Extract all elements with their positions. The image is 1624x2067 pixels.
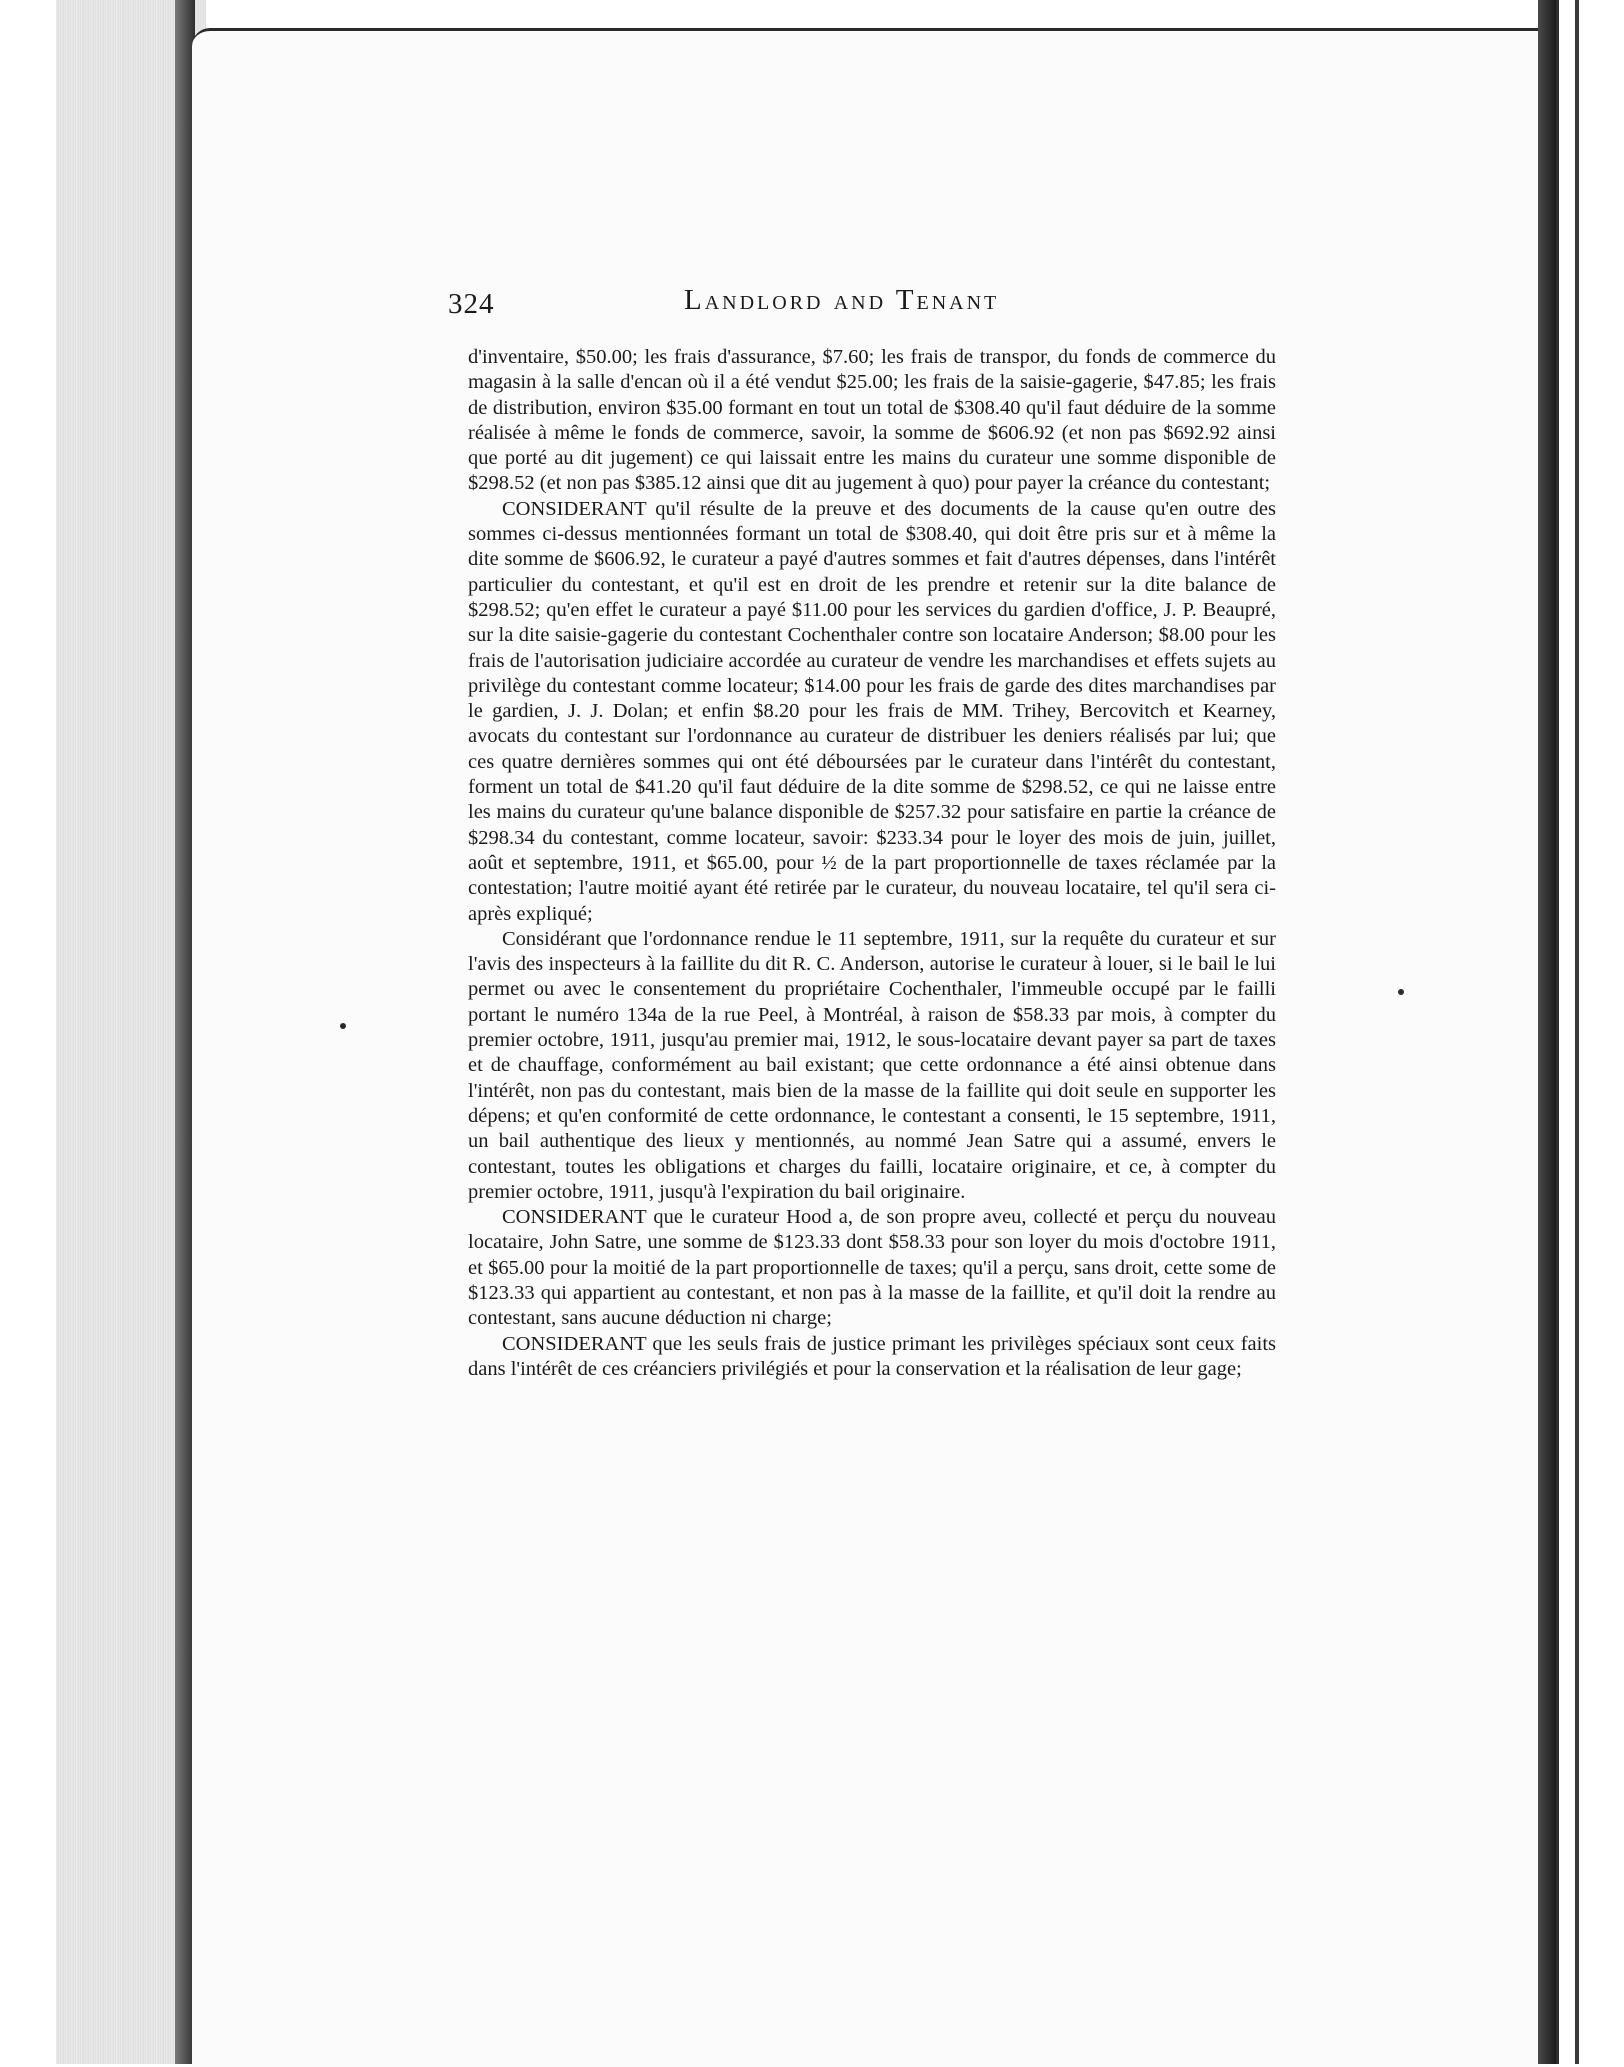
paragraph: CONSIDERANT qu'il résulte de la preuve et des documents de la cause qu'en outre des sommes ci-dessus mentionnées formant un total de $308.40, qui doit être pris sur et à même la dite somme de $606.92, le curateur a payé d'autres sommes et fait d'autres dépenses, dans l'intérêt particulier du contestant, et qu'il est en droit de les prendre et retenir sur la dite balance de $298.52; qu'en effet le curateur a payé $11.00 pour les services du gardien d'office, J. P. Beaupré, sur la dite saisie-gagerie du contestant Cochenthaler contre son locataire Anderson; $8.00 pour les frais de l'autorisation judiciaire accordée au curateur de vendre les marchandises et effets sujets au privilège du contestant comme locateur; $14.00 pour les frais de garde des dites marchandises par le gardien, J. J. Dolan; et enfin $8.20 pour les frais de MM. Trihey, Bercovitch et Kearney, avocats du contestant sur l'ordonnance au curateur de distribuer les deniers réalisés par lui; que ces quatre dernières sommes qui ont été déboursées par le curateur dans l'intérêt du contestant, forment un total de $41.20 qu'il faut déduire de la dite somme de $298.52, ce qui ne laisse entre les mains du curateur qu'une balance disponible de $257.32 pour satisfaire en partie la créance de $298.34 du contestant, comme locateur, savoir: $233.34 pour le loyer des mois de juin, juillet, août et septembre, 1911, et $65.00, pour ½ de la part proportionnelle de taxes réclamée par la contestation; l'autre moitié ayant été retirée par le curateur, du nouveau locataire, tel qu'il sera ci-après expliqué; <box>468 497 1276 925</box>
facing-page-fold <box>1575 0 1579 2064</box>
speck-mark <box>340 1023 346 1029</box>
paragraph: d'inventaire, $50.00; les frais d'assurance, $7.60; les frais de transpor, du fonds de commerce du magasin à la salle d'encan où il a été vendut $25.00; les frais de la saisie-gagerie, $47.85; les frais de distribution, environ $35.00 formant en tout un total de $308.40 qu'il faut déduire de la somme réalisée à même le fonds de commerce, savoir, la somme de $606.92 (et non pas $692.92 ainsi que porté au dit jugement) ce qui laissait entre les mains du curateur une somme disponible de $298.52 (et non pas $385.12 ainsi que dit au jugement à quo) pour payer la créance du contestant; <box>468 346 1276 495</box>
running-head <box>448 282 1308 322</box>
book-left-margin <box>0 0 56 2064</box>
paragraph: Considérant que l'ordonnance rendue le 11 septembre, 1911, sur la requête du curateur et sur l'avis des inspecteurs à la faillite du dit R. C. Anderson, autorise le curateur à louer, si le bail le lui permet ou avec le consentement du propriétaire Cochenthaler, l'immeuble occupé par le failli portant le numéro 134a de la rue Peel, à Montréal, à raison de $58.33 par mois, à compter du premier octobre, 1911, jusqu'au premier mai, 1912, le sous-locataire devant payer sa part de taxes et de chauffage, conformément au bail existant; que cette ordonnance a été ainsi obtenue dans l'intérêt, non pas du contestant, mais bien de la masse de la faillite qui doit seule en supporter les dépens; et qu'en conformité de cette ordonnance, le contestant a consenti, le 15 septembre, 1911, un bail authentique des lieux y mentionnés, au nommé Jean Satre qui a assumé, envers le contestant, toutes les obligations et charges du failli, locataire originaire, et ce, à compter du premier octobre, 1911, jusqu'à l'expiration du bail originaire. <box>468 927 1276 1203</box>
page-number: 324 <box>448 288 495 320</box>
body-text <box>468 345 1276 1382</box>
paragraph: CONSIDERANT que les seuls frais de justice primant les privilèges spéciaux sont ceux faits dans l'intérêt de ces créanciers privilégiés et pour la conservation et la réalisation de leur gage; <box>468 1332 1276 1380</box>
book-gutter <box>1538 0 1556 2064</box>
facing-page-edge <box>1556 0 1624 2064</box>
running-title: Landlord and Tenant <box>684 284 1000 316</box>
paragraph: CONSIDERANT que le curateur Hood a, de son propre aveu, collecté et perçu du nouveau locataire, John Satre, une somme de $123.33 dont $58.33 pour son loyer du mois d'octobre 1911, et $65.00 pour la moitié de la part proportionnelle de taxes; qu'il a perçu, sans droit, cette some de $123.33 qui appartient au contestant, et non pas à la masse de la faillite, et qu'il doit la rendre au contestant, sans aucune déduction ni charge; <box>468 1206 1276 1330</box>
speck-mark <box>1398 989 1404 995</box>
